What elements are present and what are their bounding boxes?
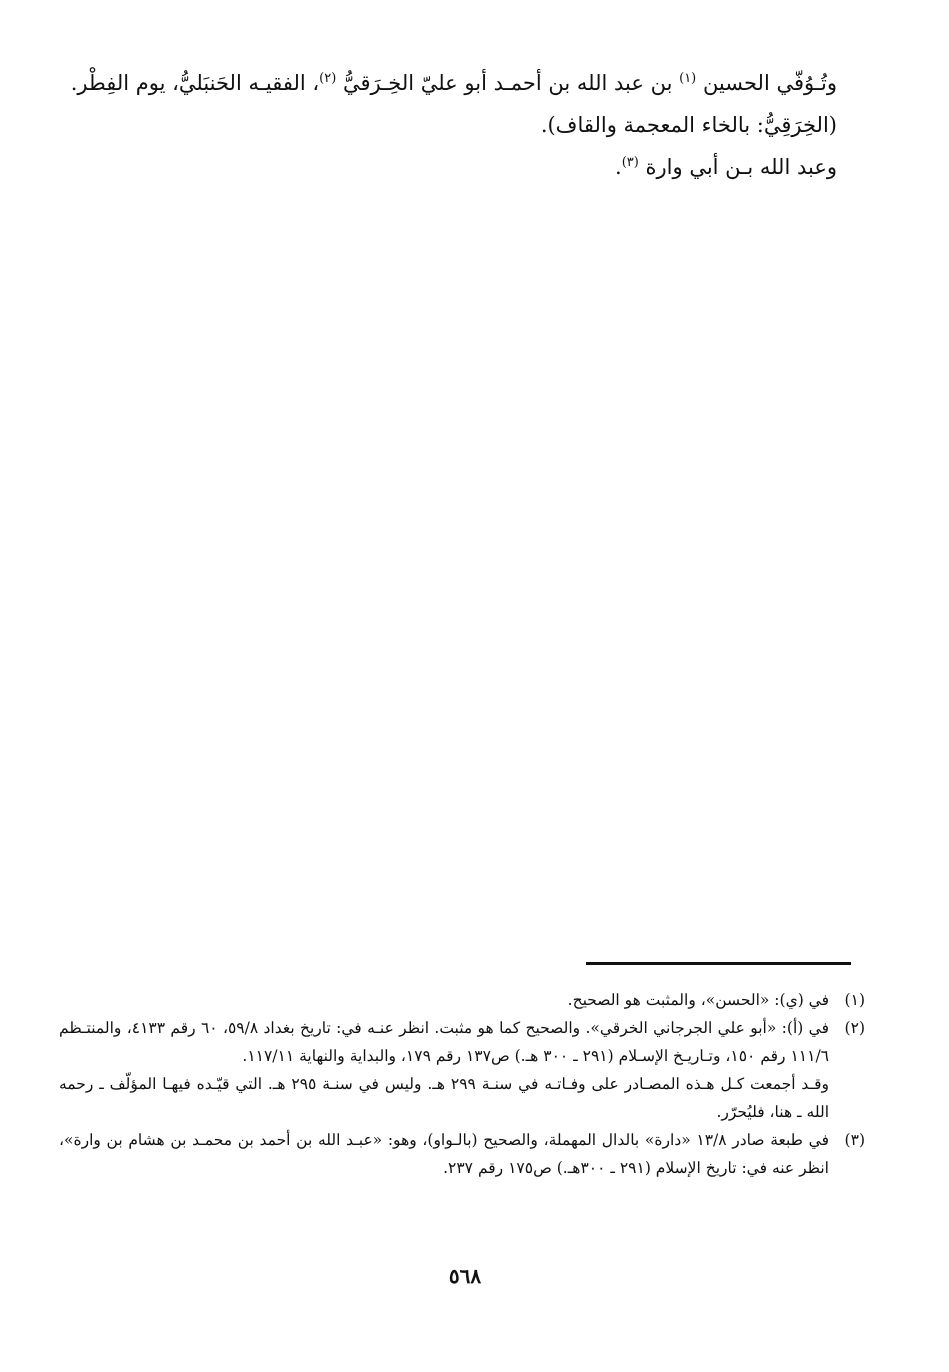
footnote-text: في طبعة صادر ١٣/٨ «دارة» بالدال المهملة، والصحيح (بالـواو)، وهو: «عبـد الله بن أحمد بن محمـد بن هشام بن وارة»، انظر عنه في: تاريخ الإسلام (٢٩١ ـ ٣٠٠هـ.) ص١٧٥ رقم ٢٣٧. [59,1131,829,1177]
page-number: ٥٦٨ [448,1264,482,1288]
footnotes-section [59,986,865,1182]
footnote-number: (٢) [844,1019,865,1037]
footnote-text: في (أ): «أبو علي الجرجاني الخرقي». والصحيح كما هو مثبت. انظر عنـه في: تاريخ بغداد ٥٩/٨، ٦٠ رقم ٤١٣٣، والمنتـظم ١١١/٦ رقم ١٥٠، وتـاريـخ الإسـلام (٢٩١ ـ ٣٠٠ هـ.) ص١٣٧ رقم ١٧٩، والبداية والنهاية ١١٧/١١. [59,1019,829,1065]
main-text-segment: (الخِرَقِيُّ: بالخاء المعجمة والقاف). [540,113,837,137]
footnote-number: (١) [844,991,865,1009]
footnote-3 [59,1126,865,1182]
main-text-segment: بن عبد الله بن أحمـد أبو عليّ الخِـرَقيُّ [342,71,673,95]
footnote-reference-3: (٣) [621,155,639,170]
main-paragraph-3 [65,146,865,188]
main-text-segment: وتُـوُفّي الحسين [702,71,837,95]
footnote-2 [59,1014,865,1126]
footnote-number: (٣) [844,1131,865,1149]
footnote-reference-2: (٢) [319,71,337,86]
footnote-reference-1: (١) [679,71,697,86]
footnote-body [59,1126,829,1182]
footnote-separator [586,962,851,965]
footnote-text: في (ي): «الحسن»، والمثبت هو الصحيح. [567,991,829,1009]
main-paragraph-2 [65,104,865,146]
main-text-segment: . [615,155,622,179]
footnote-1 [59,986,865,1014]
main-text-segment: ، الفقيـه الحَنبَليُّ، يوم الفِطْر. [70,71,320,95]
main-text [65,62,865,188]
main-text-segment: وعبد الله بـن أبي وارة [645,155,837,179]
footnote-body [59,986,829,1014]
footnote-body [59,1014,829,1126]
main-paragraph-1 [65,62,865,104]
footnote-text: وقـد أجمعت كـل هـذه المصـادر على وفـاتـه في سنـة ٢٩٩ هـ. وليس في سنـة ٢٩٥ هـ. التي قيّـده فيهـا المؤلّف ـ رحمه الله ـ هنا، فليُحرّر. [59,1075,829,1121]
